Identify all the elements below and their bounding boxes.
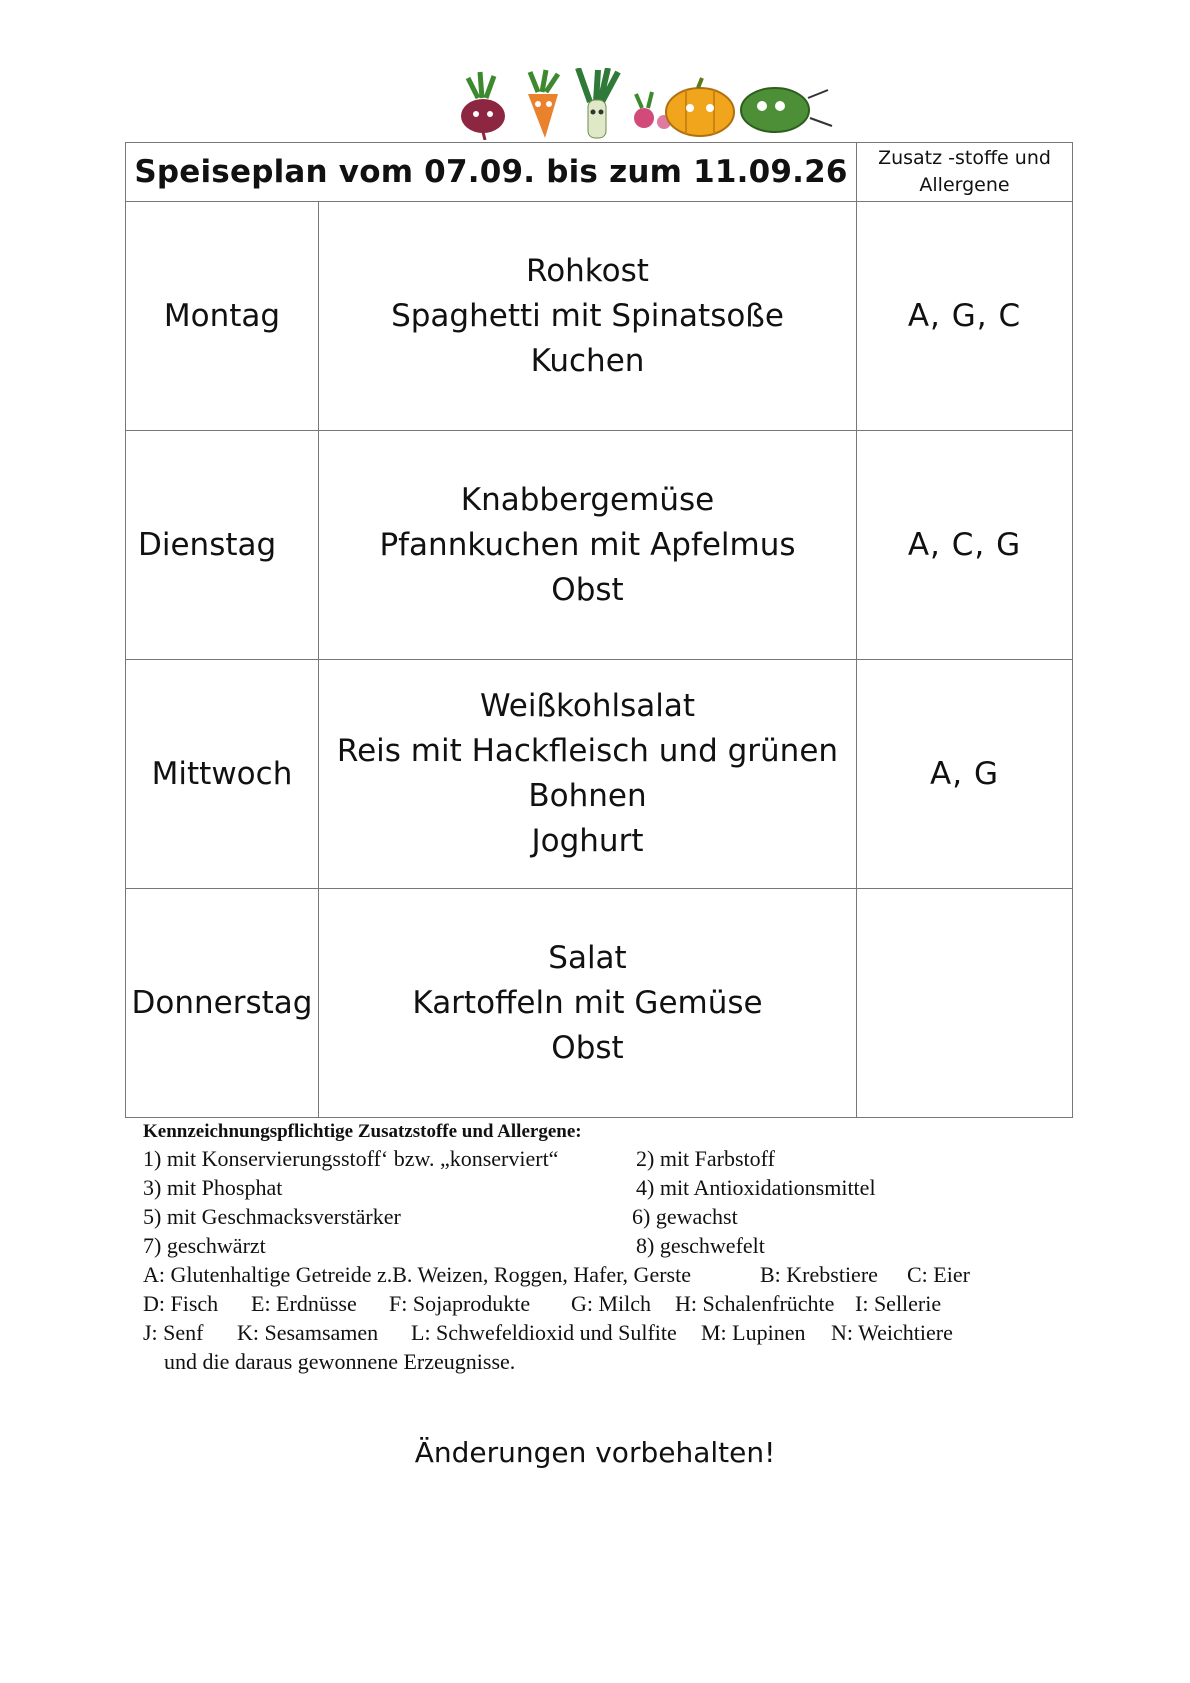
legend-closing-text: und die daraus gewonnene Erzeugnisse. (164, 1349, 516, 1374)
footer-note: Änderungen vorbehalten! (414, 1436, 776, 1469)
allergen-codes: A, C, G (857, 431, 1073, 660)
day-name: Montag (126, 202, 319, 431)
dish-list (319, 202, 857, 431)
dish: Salat (548, 939, 627, 976)
leek-icon (578, 68, 618, 138)
legend-row (143, 1260, 1063, 1289)
dish: Spaghetti mit Spinatsoße (391, 297, 784, 334)
legend-row (143, 1289, 1063, 1318)
legend-row (143, 1231, 1063, 1260)
day-row-mittwoch (126, 660, 1073, 889)
day-name: Dienstag (126, 431, 319, 660)
legend-item: B: Krebstiere (760, 1262, 878, 1287)
codes-header-line: Zusatz -stoffe und (878, 147, 1051, 169)
allergen-codes (857, 889, 1073, 1118)
menu-header-row (126, 143, 1073, 202)
dish-list (319, 889, 857, 1118)
carrot-icon (528, 70, 558, 138)
day-row-donnerstag (126, 889, 1073, 1118)
cucumber-icon (741, 88, 832, 132)
legend-item: 8) geschwefelt (636, 1233, 765, 1258)
dish: Pfannkuchen mit Apfelmus (379, 526, 796, 563)
legend-item: 7) geschwärzt (143, 1233, 266, 1258)
legend-item: D: Fisch (143, 1291, 219, 1316)
day-name: Donnerstag (126, 889, 319, 1118)
legend-item: A: Glutenhaltige Getreide z.B. Weizen, Roggen, Hafer, Gerste (143, 1262, 691, 1287)
legend-item: C: Eier (907, 1262, 970, 1287)
legend-item: I: Sellerie (855, 1291, 942, 1316)
dish: Weißkohlsalat (479, 688, 696, 724)
legend-item: F: Sojaprodukte (389, 1291, 531, 1316)
dish: Kuchen (530, 342, 645, 379)
allergen-legend (143, 1120, 1063, 1376)
day-row-montag (126, 202, 1073, 431)
legend-row (143, 1173, 1063, 1202)
dish: Obst (551, 1029, 624, 1066)
pumpkin-icon (666, 78, 734, 136)
dish: Rohkost (526, 252, 649, 289)
allergen-codes: A, G, C (857, 202, 1073, 431)
dish-list (319, 660, 857, 889)
dish-list (319, 431, 857, 660)
legend-item: 4) mit Antioxidationsmittel (636, 1175, 876, 1200)
legend-item: 1) mit Konservierungsstoff‘ bzw. „konserviert“ (143, 1146, 559, 1171)
legend-item: 5) mit Geschmacksverstärker (143, 1204, 401, 1229)
codes-header-line: Allergene (919, 174, 1010, 196)
legend-row (143, 1202, 1063, 1231)
legend-item: G: Milch (571, 1291, 652, 1316)
menu-title: Speiseplan vom 07.09. bis zum 11.09.26 (126, 143, 857, 202)
allergen-codes: A, G (857, 660, 1073, 889)
legend-item: 6) gewachst (632, 1204, 738, 1229)
legend-item: L: Schwefeldioxid und Sulfite (411, 1320, 677, 1345)
dish: Bohnen (528, 778, 647, 814)
legend-item: E: Erdnüsse (251, 1291, 357, 1316)
menu-table (125, 142, 1073, 1118)
dish: Obst (551, 571, 624, 608)
legend-row (143, 1318, 1063, 1347)
dish: Joghurt (531, 823, 644, 859)
legend-title: Kennzeichnungspflichtige Zusatzstoffe und Allergene: (143, 1121, 582, 1142)
codes-column-header (857, 143, 1073, 202)
legend-closing (143, 1347, 1063, 1376)
beet-icon (461, 72, 505, 140)
day-row-dienstag (126, 431, 1073, 660)
legend-item: 2) mit Farbstoff (636, 1146, 775, 1171)
legend-row (143, 1144, 1063, 1173)
dish: Knabbergemüse (460, 481, 715, 518)
legend-item: H: Schalenfrüchte (675, 1291, 835, 1316)
dish: Reis mit Hackfleisch und grünen (336, 733, 839, 769)
dish: Kartoffeln mit Gemüse (412, 984, 763, 1021)
day-name: Mittwoch (126, 660, 319, 889)
legend-item: N: Weichtiere (831, 1320, 953, 1345)
vegetable-characters-illustration (450, 68, 845, 140)
legend-item: J: Senf (143, 1320, 204, 1345)
legend-item: M: Lupinen (701, 1320, 806, 1345)
legend-item: 3) mit Phosphat (143, 1175, 283, 1200)
legend-item: K: Sesamsamen (237, 1320, 379, 1345)
